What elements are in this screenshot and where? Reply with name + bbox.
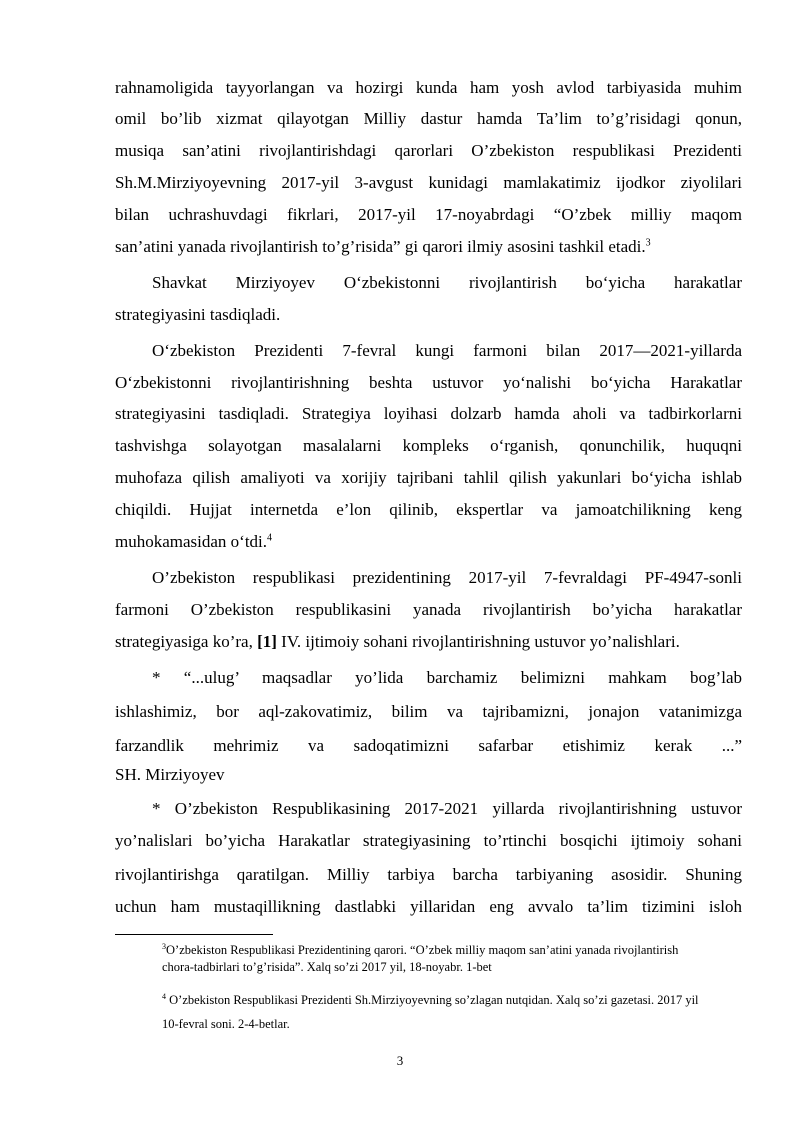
body-line: farmoni O’zbekiston respublikasini yanada rivojlantirish bo’yicha harakatlar bbox=[115, 600, 742, 619]
body-line: strategiyasiga ko’ra, [1] IV. ijtimoiy sohani rivojlantirishning ustuvor yo’nalishlari. bbox=[115, 632, 680, 651]
body-line: omil bo’lib xizmat qilayotgan Milliy dastur hamda Ta’lim to’g’risidagi qonun, bbox=[115, 109, 742, 128]
footnote-3-cont: chora-tadbirlari to’g’risida”. Xalq so’zi 2017 yil, 18-noyabr. 1-bet bbox=[162, 960, 492, 974]
citation-ref: [1] bbox=[257, 632, 277, 651]
body-line: strategiyasini tasdiqladi. bbox=[115, 305, 281, 324]
body-line: tashvishga solayotgan masalalarni kompleks o‘rganish, qonunchilik, huquqni bbox=[115, 436, 742, 455]
quote-author: SH. Mirziyoyev bbox=[115, 765, 225, 784]
body-line: Sh.M.Mirziyoyevning 2017-yil 3-avgust kunidagi mamlakatimiz ijodkor ziyolilari bbox=[115, 173, 742, 192]
footnote-ref-3: 3 bbox=[645, 237, 651, 249]
body-line: san’atini yanada rivojlantirish to’g’risida” gi qarori ilmiy asosini tashkil etadi.$^3$ bbox=[115, 237, 651, 256]
body-line: yo’nalislari bo’yicha Harakatlar strategiyasining to’rtinchi bosqichi ijtimoiy sohani bbox=[115, 831, 742, 850]
quote-line: farzandlik mehrimiz va sadoqatimizni safarbar etishimiz kerak ...” bbox=[115, 736, 742, 755]
footnote-3: $^3$O’zbekiston Respublikasi Prezidentining qarori. “O’zbek milliy maqom san’atini yanada rivojlantirish bbox=[162, 941, 679, 957]
body-line: chiqildi. Hujjat internetda e’lon qilinib, ekspertlar va jamoatchilikning keng bbox=[115, 500, 742, 519]
body-line: * O’zbekiston Respublikasining 2017-2021 yillarda rivojlantirishning ustuvor bbox=[152, 799, 742, 818]
body-line: rahnamoligida tayyorlangan va hozirgi kunda ham yosh avlod tarbiyasida muhim bbox=[115, 78, 742, 97]
footnote-separator bbox=[115, 934, 273, 935]
body-line: O‘zbekistonni rivojlantirishning beshta ustuvor yo‘nalishi bo‘yicha Harakatlar bbox=[115, 373, 742, 392]
footnote-4: $^4$ O’zbekiston Respublikasi Prezidenti Sh.Mirziyoyevning so’zlagan nutqidan. Xalq so’zi gazetasi. 2017 yil bbox=[162, 991, 699, 1007]
body-line: rivojlantirishga qaratilgan. Milliy tarbiya barcha tarbiyaning asosidir. Shuning bbox=[115, 865, 742, 884]
body-line: O‘zbekiston Prezidenti 7-fevral kungi farmoni bilan 2017—2021-yillarda bbox=[152, 341, 742, 360]
page-number: 3 bbox=[396, 1053, 404, 1068]
body-line: musiqa san’atini rivojlantirishdagi qarorlari O’zbekiston respublikasi Prezidenti bbox=[115, 141, 742, 160]
quote-line: * “...ulug’ maqsadlar yo’lida barchamiz belimizni mahkam bog’lab bbox=[152, 668, 742, 687]
body-line: strategiyasini tasdiqladi. Strategiya loyihasi dolzarb hamda aholi va tadbirkorlarni bbox=[115, 404, 742, 423]
body-line: muhofaza qilish amaliyoti va xorijiy tajribani tahlil qilish yakunlari bo‘yicha ishlab bbox=[115, 468, 742, 487]
body-line: Shavkat Mirziyoyev O‘zbekistonni rivojlantirish bo‘yicha harakatlar bbox=[152, 273, 742, 292]
quote-line: ishlashimiz, bor aql-zakovatimiz, bilim va tajribamizni, jonajon vatanimizga bbox=[115, 702, 742, 721]
body-line: bilan uchrashuvdagi fikrlari, 2017-yil 17-noyabrdagi “O’zbek milliy maqom bbox=[115, 205, 742, 224]
body-line: O’zbekiston respublikasi prezidentining 2017-yil 7-fevraldagi PF-4947-sonli bbox=[152, 568, 742, 587]
body-line: uchun ham mustaqillikning dastlabki yillaridan eng avvalo ta’lim tizimini isloh bbox=[115, 897, 742, 916]
body-line: muhokamasidan o‘tdi.$^4$ bbox=[115, 532, 273, 551]
footnote-4-cont: 10-fevral soni. 2-4-betlar. bbox=[162, 1017, 290, 1031]
footnote-ref-4: 4 bbox=[267, 532, 273, 544]
